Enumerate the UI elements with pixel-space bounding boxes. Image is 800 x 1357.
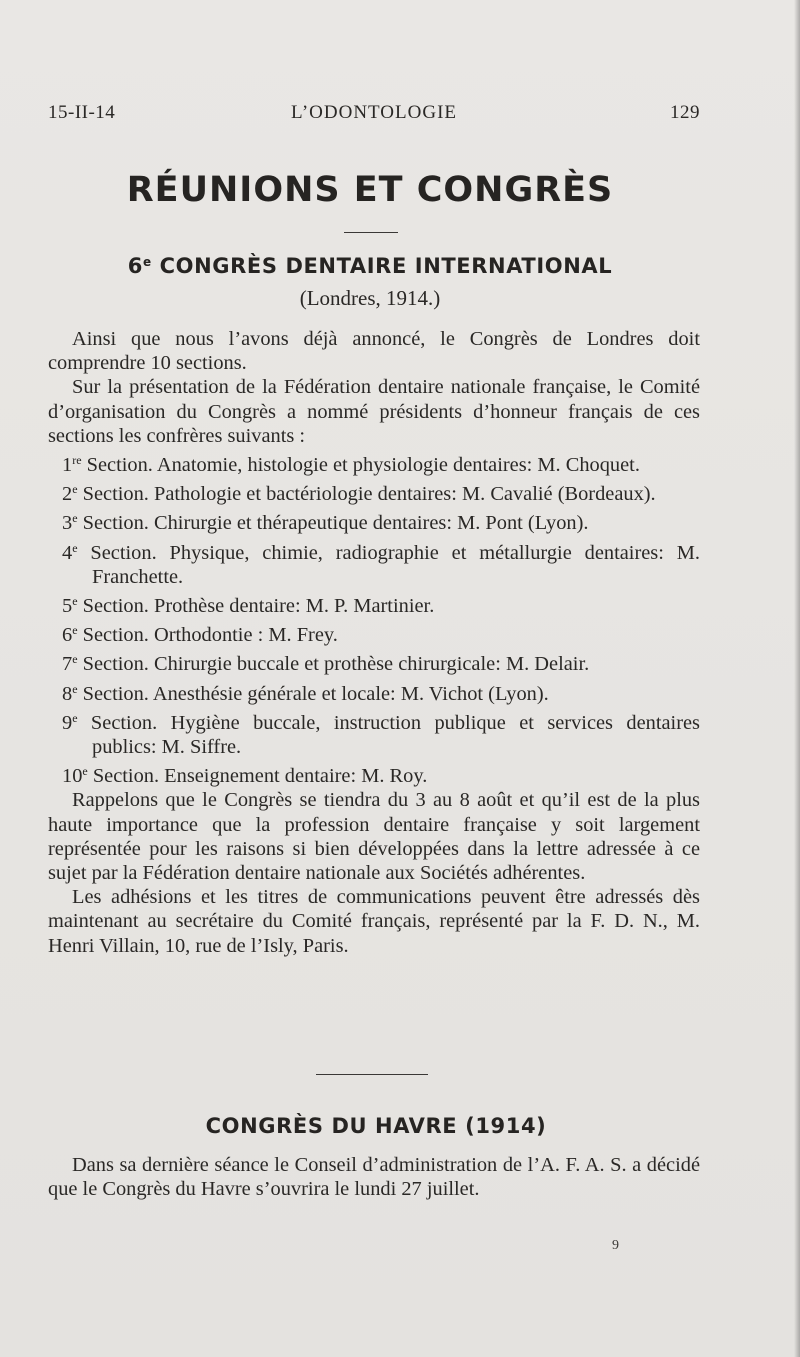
title-rule (344, 232, 398, 233)
section-text: Section. Chirurgie buccale et prothèse chirurgicale: M. Delair. (77, 653, 590, 676)
section-number: 5 (62, 595, 73, 618)
section2-heading: CONGRÈS DU HAVRE (1914) (205, 1114, 547, 1138)
section-text: Section. Prothèse dentaire: M. P. Martinier. (77, 595, 435, 618)
section-text: Section. Anatomie, histologie et physiologie dentaires: M. Choquet. (81, 454, 640, 477)
section-number-sup: e (72, 511, 78, 526)
section-entry (48, 647, 700, 676)
section-entry (48, 477, 700, 506)
section-entry (48, 536, 700, 589)
header-page-number: 129 (670, 102, 700, 123)
section-number-sup: e (72, 540, 78, 555)
section-number: 9 (62, 711, 73, 734)
paragraph: Les adhésions et les titres de communications peuvent être adressés dès maintenant au secrétaire du Comité français, représenté par la F. D. N., M. Henri Villain, 10, rue de l’Isly, Paris. (48, 886, 700, 957)
signature-mark: 9 (612, 1238, 619, 1253)
section-number-sup: e (72, 482, 78, 497)
section-number-sup: re (72, 453, 82, 468)
section-entry (48, 759, 700, 788)
section-number: 10 (62, 765, 83, 788)
section-entry (48, 706, 700, 759)
section-number-sup: e (72, 623, 78, 638)
section-entry (48, 506, 700, 535)
running-head (48, 102, 700, 132)
section-number: 2 (62, 483, 73, 506)
section1-body (48, 327, 700, 958)
section1-heading-rest: CONGRÈS DENTAIRE INTERNATIONAL (151, 254, 613, 278)
paragraph: Dans sa dernière séance le Conseil d’administration de l’A. F. A. S. a décidé que le Congrès du Havre s’ouvrira le lundi 27 juillet. (48, 1154, 700, 1201)
section-entry (48, 677, 700, 706)
section-number-sup: e (72, 652, 78, 667)
section-number-sup: e (72, 594, 78, 609)
section1-heading-num: 6 (127, 254, 143, 278)
section-entry (48, 589, 700, 618)
section1-heading-sup: e (142, 255, 152, 269)
page-edge-shadow (794, 0, 800, 1357)
section-text: Section. Hygiène buccale, instruction publique et services dentaires publics: M. Siffre. (77, 711, 700, 759)
header-date: 15-II-14 (48, 102, 116, 123)
section-number: 3 (62, 512, 73, 535)
section1-subheading: (Londres, 1914.) (299, 286, 441, 310)
section-number: 1 (62, 454, 73, 477)
section1-heading (0, 254, 740, 278)
section-text: Section. Physique, chimie, radiographie et métallurgie dentaires: M. Franchette. (77, 541, 700, 588)
section-text: Section. Orthodontie : M. Frey. (77, 624, 338, 647)
section-text: Section. Chirurgie et thérapeutique dentaires: M. Pont (Lyon). (77, 512, 589, 535)
section-number-sup: e (72, 681, 78, 696)
section-text: Section. Pathologie et bactériologie dentaires: M. Cavalié (Bordeaux). (77, 483, 656, 506)
section-divider-rule (316, 1074, 428, 1075)
page-title: RÉUNIONS ET CONGRÈS (126, 170, 614, 210)
section-text: Section. Enseignement dentaire: M. Roy. (87, 765, 428, 788)
section-number: 6 (62, 624, 73, 647)
paragraph: Sur la présentation de la Fédération dentaire nationale française, le Comité d’organisation du Congrès a nommé présidents d’honneur français de ces sections les confrères suivants : (48, 376, 700, 447)
section-number: 8 (62, 682, 73, 705)
header-journal-title: L’ODONTOLOGIE (290, 102, 458, 123)
section-text: Section. Anesthésie générale et locale: M. Vichot (Lyon). (77, 682, 549, 705)
section-number-sup: e (72, 710, 78, 725)
section-entry (48, 448, 700, 477)
section-number: 7 (62, 653, 73, 676)
section-entry (48, 618, 700, 647)
paragraph: Ainsi que nous l’avons déjà annoncé, le Congrès de Londres doit comprendre 10 sections. (48, 328, 700, 375)
section2-body (48, 1153, 700, 1201)
section-number: 4 (62, 541, 73, 564)
section-number-sup: e (82, 764, 88, 779)
paragraph: Rappelons que le Congrès se tiendra du 3 au 8 août et qu’il est de la plus haute importance que la profession dentaire française y soit largement représentée pour les raisons si bien développées dans la lettre adressée à ce sujet par la Fédération dentaire nationale aux Sociétés adhérentes. (48, 789, 700, 885)
